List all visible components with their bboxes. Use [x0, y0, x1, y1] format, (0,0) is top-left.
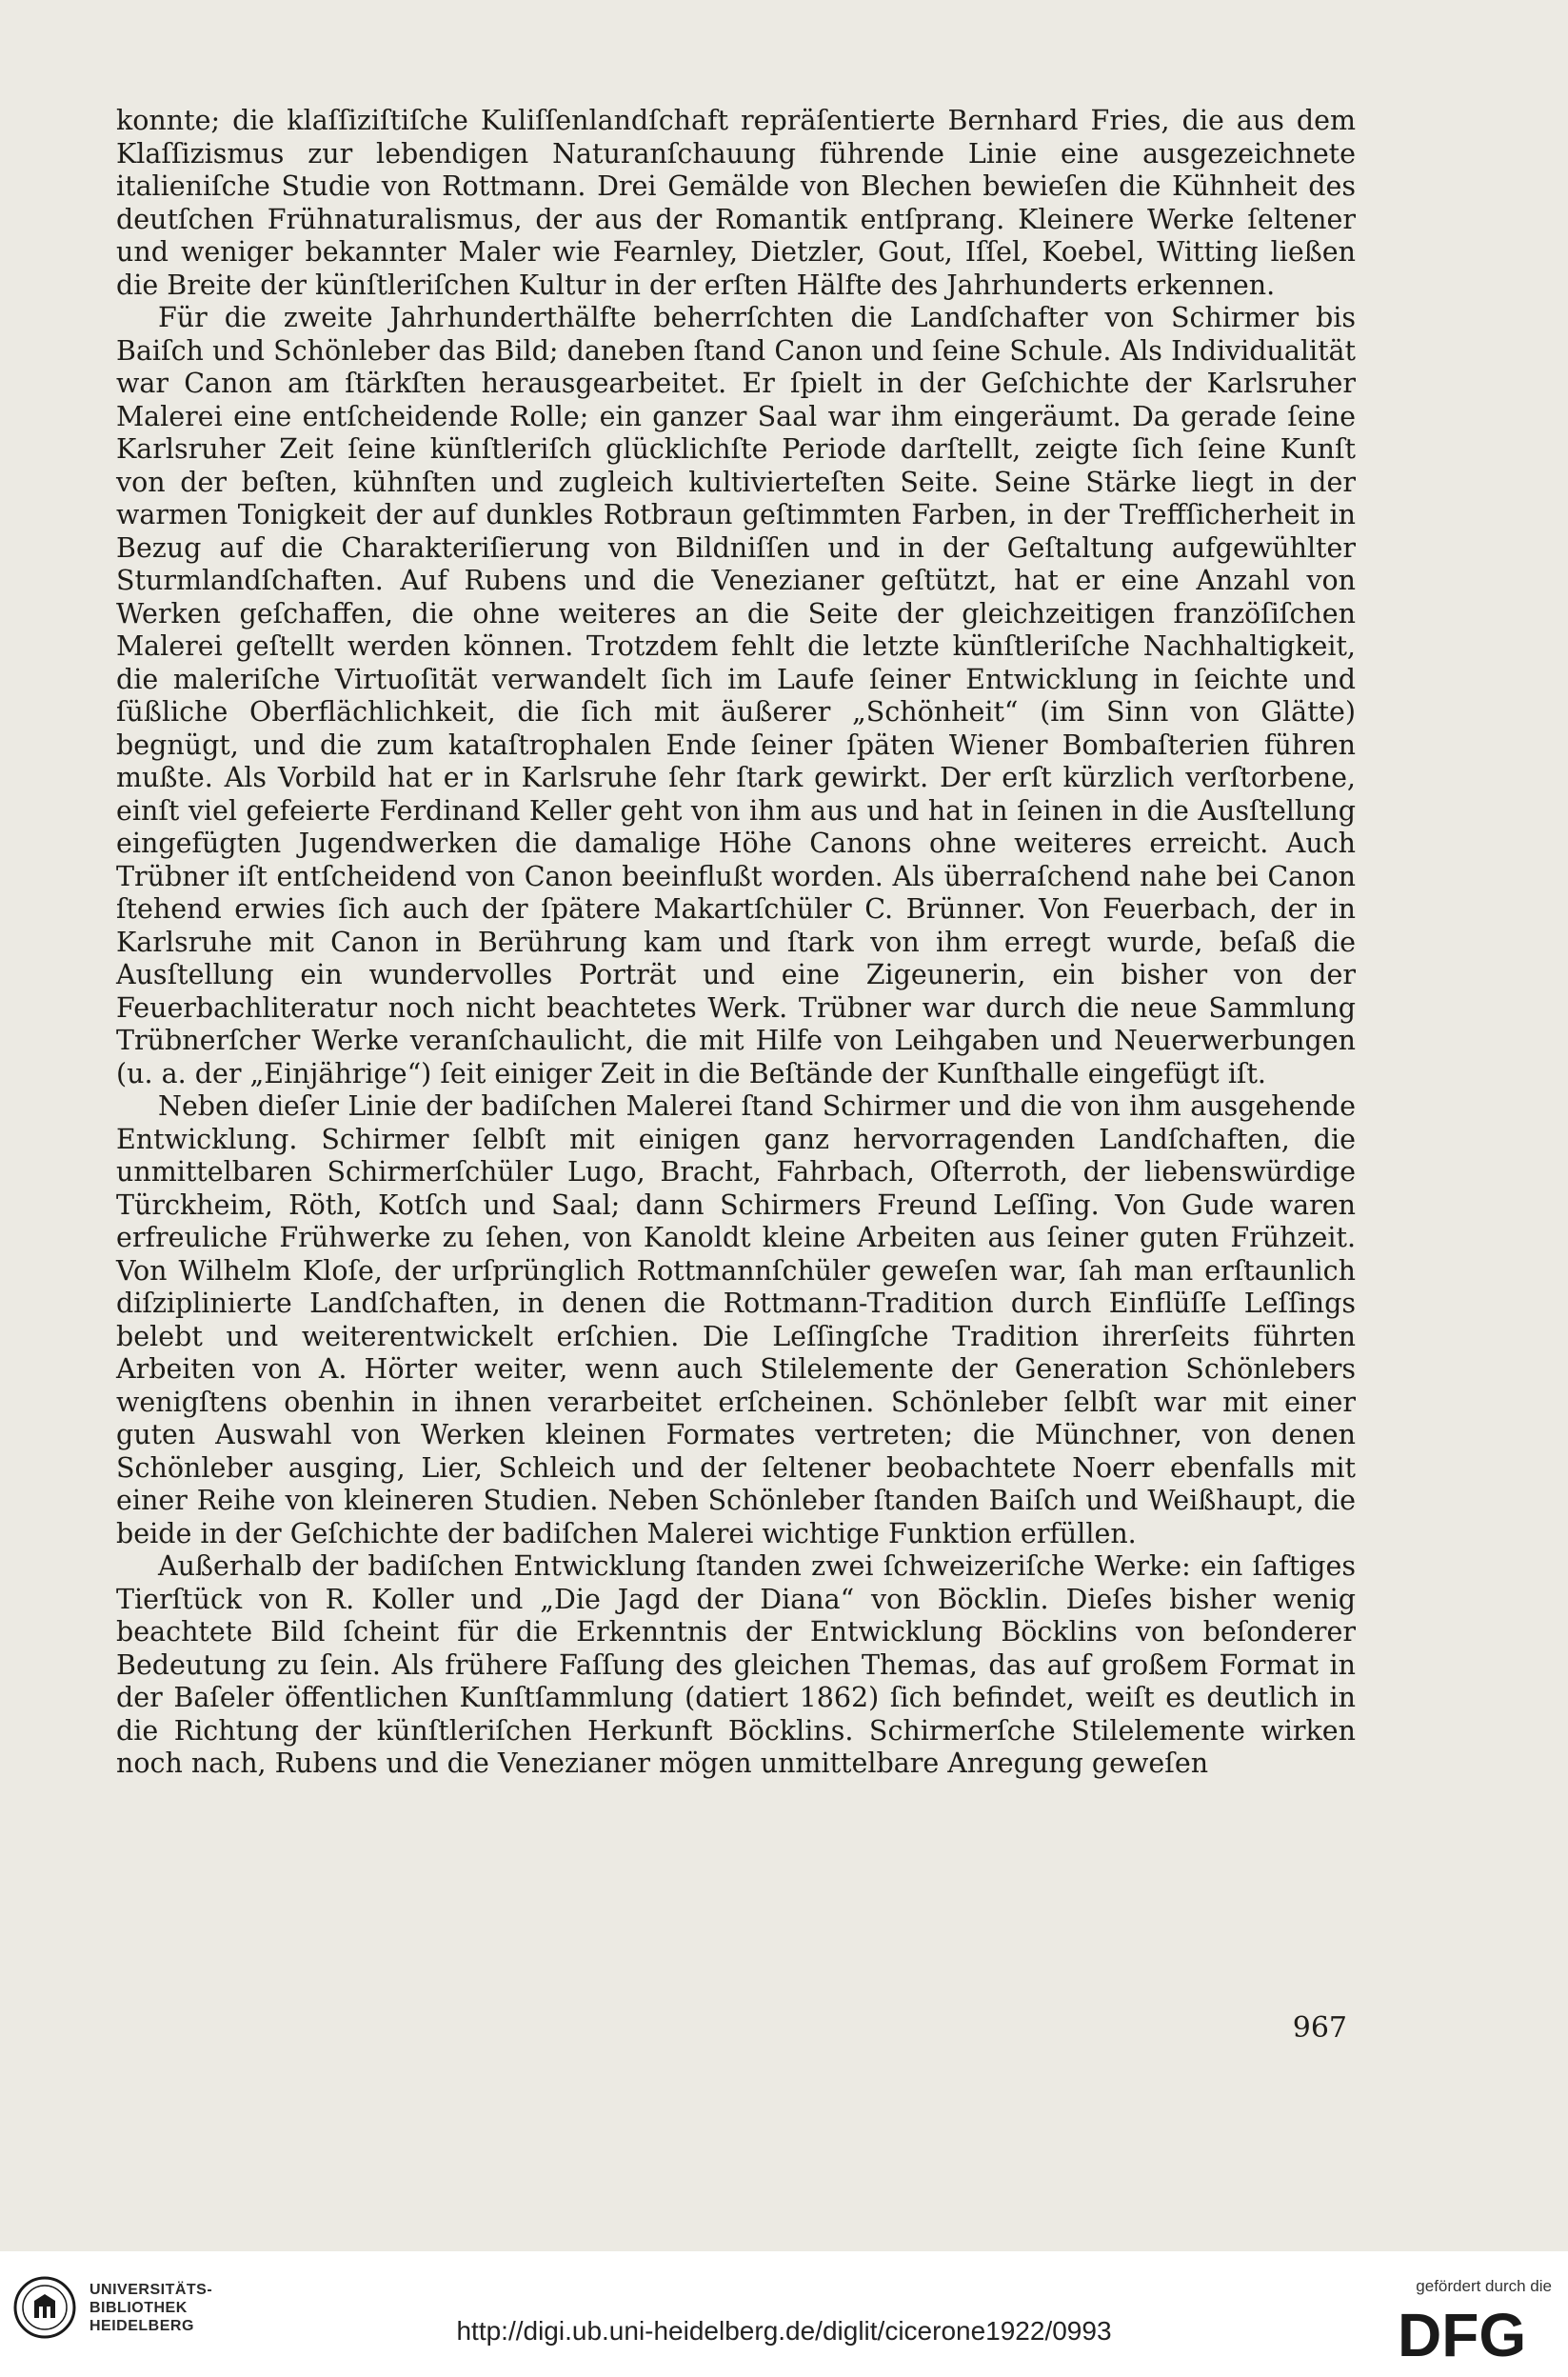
digitization-footer: [0, 2251, 1568, 2377]
paragraph-2: Für die zweite Jahrhunderthälfte beherrſchten die Landſchafter von Schirmer bis Baiſch und Schönleber das Bild; daneben ſtand Canon und ſeine Schule. Als Individualität war Canon am ſtärkſten herausgearbeitet. Er ſpielt in der Geſchichte der Karlsruher Malerei eine entſcheidende Rolle; ein ganzer Saal war ihm eingeräumt. Da gerade ſeine Karlsruher Zeit ſeine künſtleriſch glücklichſte Periode darſtellt, zeigte ſich ſeine Kunſt von der beſten, kühnſten und zugleich kultivierteſten Seite. Seine Stärke liegt in der warmen Tonigkeit der auf dunkles Rotbraun geſtimmten Farben, in der Treffſicherheit in Bezug auf die Charakteriſierung von Bildniſſen und in der Geſtaltung aufgewühlter Sturmlandſchaften. Auf Rubens und die Venezianer geſtützt, hat er eine Anzahl von Werken geſchaffen, die ohne weiteres an die Seite der gleichzeitigen franzöſiſchen Malerei geſtellt werden können. Trotzdem fehlt die letzte künſtleriſche Nachhaltigkeit, die maleriſche Virtuoſität verwandelt ſich im Laufe ſeiner Entwicklung in ſeichte und ſüßliche Oberflächlichkeit, die ſich mit äußerer „Schönheit“ (im Sinn von Glätte) begnügt, und die zum kataſtrophalen Ende ſeiner ſpäten Wiener Bombaſterien führen mußte. Als Vorbild hat er in Karlsruhe ſehr ſtark gewirkt. Der erſt kürzlich verſtorbene, einſt viel gefeierte Ferdinand Keller geht von ihm aus und hat in ſeinen in die Ausſtellung eingefügten Jugendwerken die damalige Höhe Canons ohne weiteres erreicht. Auch Trübner iſt entſcheidend von Canon beeinflußt worden. Als überraſchend nahe bei Canon ſtehend erwies ſich auch der ſpätere Makartſchüler C. Brünner. Von Feuerbach, der in Karlsruhe mit Canon in Berührung kam und ſtark von ihm erregt wurde, beſaß die Ausſtellung ein wundervolles Porträt und eine Zigeunerin, ein bisher von der Feuerbachliteratur noch nicht beachtetes Werk. Trübner war durch die neue Sammlung Trübnerſcher Werke veranſchaulicht, die mit Hilfe von Leihgaben und Neuerwerbungen (u. a. der „Einjährige“) ſeit einiger Zeit in die Beſtände der Kunſthalle eingefügt iſt.: [116, 302, 1356, 1089]
library-name-line: UNIVERSITÄTS-: [89, 2281, 213, 2298]
dfg-logo-icon[interactable]: [1396, 2301, 1552, 2364]
body-text: [116, 105, 1356, 1781]
dfg-logo-text: DFG: [1398, 2301, 1527, 2364]
library-name-line: HEIDELBERG: [89, 2317, 194, 2334]
library-name-line: BIBLIOTHEK: [89, 2299, 188, 2316]
paragraph-3: Neben dieſer Linie der badiſchen Malerei ſtand Schirmer und die von ihm ausgehende Entwicklung. Schirmer ſelbſt mit einigen ganz hervorragenden Landſchaften, die unmittelbaren Schirmerſchüler Lugo, Bracht, Fahrbach, Oſterroth, der liebenswürdige Türckheim, Röth, Kotſch und Saal; dann Schirmers Freund Leſſing. Von Gude waren erfreuliche Frühwerke zu ſehen, von Kanoldt kleine Arbeiten aus ſeiner guten Frühzeit. Von Wilhelm Kloſe, der urſprünglich Rottmannſchüler geweſen war, ſah man erſtaunlich diſziplinierte Landſchaften, in denen die Rottmann-Tradition durch Einflüſſe Leſſings belebt und weiterentwickelt erſchien. Die Leſſingſche Tradition ihrerſeits führten Arbeiten von A. Hörter weiter, wenn auch Stilelemente der Generation Schönlebers wenigſtens obenhin in ihnen verarbeitet erſcheinen. Schönleber ſelbſt war mit einer guten Auswahl von Werken kleinen Formates vertreten; die Münchner, von denen Schönleber ausging, Lier, Schleich und der ſeltener beobachtete Noerr ebenfalls mit einer Reihe von kleineren Studien. Neben Schönleber ſtanden Baiſch und Weißhaupt, die beide in der Geſchichte der badiſchen Malerei wichtige Funktion erfüllen.: [116, 1090, 1356, 1549]
funding-label: gefördert durch die: [1416, 2277, 1552, 2295]
paragraph-4: Außerhalb der badiſchen Entwicklung ſtanden zwei ſchweizeriſche Werke: ein ſaftiges Tierſtück von R. Koller und „Die Jagd der Diana“ von Böcklin. Dieſes bisher wenig beachtete Bild ſcheint für die Erkenntnis der Entwicklung Böcklins von beſonderer Bedeutung zu ſein. Als frühere Faſſung des gleichen Themas, das auf großem Format in der Baſeler öffentlichen Kunſtſammlung (datiert 1862) ſich befindet, weiſt es deutlich in die Richtung der künſtleriſchen Herkunft Böcklins. Schirmerſche Stilelemente wirken noch nach, Rubens und die Venezianer mögen unmittelbare Anregung geweſen: [116, 1550, 1356, 1779]
source-url-link[interactable]: http://digi.ub.uni-heidelberg.de/diglit/cicerone1922/0993: [456, 2316, 1112, 2346]
paragraph-1: konnte; die klaſſiziſtiſche Kuliſſenlandſchaft repräſentierte Bernhard Fries, die aus dem Klaſſizismus zur lebendigen Naturanſchauung führende Linie eine ausgezeichnete italieniſche Studie von Rottmann. Drei Gemälde von Blechen bewieſen die Kühnheit des deutſchen Frühnaturalismus, der aus der Romantik entſprang. Kleinere Werke ſeltener und weniger bekannter Maler wie Fearnley, Dietzler, Gout, Iſſel, Koebel, Witting ließen die Breite der künſtleriſchen Kultur in der erſten Hälfte des Jahrhunderts erkennen.: [116, 105, 1356, 301]
page-number: 967: [1292, 2011, 1347, 2045]
